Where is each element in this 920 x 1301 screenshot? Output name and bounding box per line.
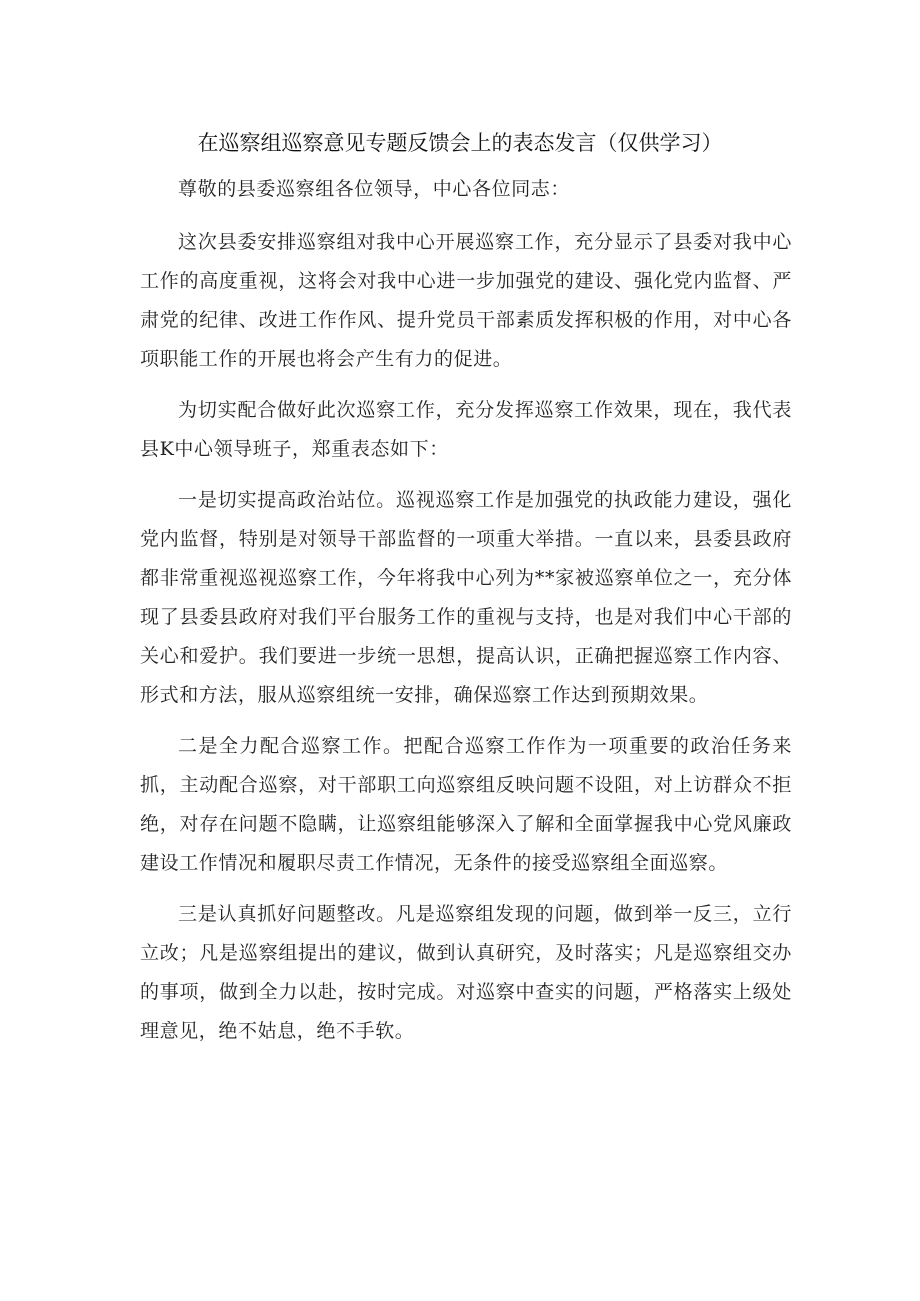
document-body bbox=[140, 170, 792, 1063]
point-one-paragraph: 一是切实提高政治站位。巡视巡察工作是加强党的执政能力建设，强化党内监督，特别是对领导干部监督的一项重大举措。一直以来，县委县政府都非常重视巡视巡察工作，今年将我中心列为**家被巡察单位之一，充分体现了县委县政府对我们平台服务工作的重视与支持，也是对我们中心干部的关心和爱护。我们要进一步统一思想，提高认识，正确把握巡察工作内容、形式和方法，服从巡察组统一安排，确保巡察工作达到预期效果。 bbox=[140, 489, 792, 706]
document-title: 在巡察组巡察意见专题反馈会上的表态发言（仅供学习） bbox=[197, 131, 723, 155]
salutation-paragraph: 尊敬的县委巡察组各位领导，中心各位同志： bbox=[178, 178, 571, 200]
statement-lead-paragraph: 为切实配合做好此次巡察工作，充分发挥巡察工作效果，现在，我代表县K中心领导班子，郑重表态如下： bbox=[140, 399, 792, 460]
point-three-paragraph: 三是认真抓好问题整改。凡是巡察组发现的问题，做到举一反三，立行立改；凡是巡察组提出的建议，做到认真研究，及时落实；凡是巡察组交办的事项，做到全力以赴，按时完成。对巡察中查实的问题，严格落实上级处理意见，绝不姑息，绝不手软。 bbox=[140, 903, 792, 1042]
intro-paragraph: 这次县委安排巡察组对我中心开展巡察工作，充分显示了县委对我中心工作的高度重视，这将会对我中心进一步加强党的建设、强化党内监督、严肃党的纪律、改进工作作风、提升党员干部素质发挥积极的作用，对中心各项职能工作的开展也将会产生有力的促进。 bbox=[140, 231, 792, 370]
point-two-paragraph: 二是全力配合巡察工作。把配合巡察工作作为一项重要的政治任务来抓，主动配合巡察，对干部职工向巡察组反映问题不设阻，对上访群众不拒绝，对存在问题不隐瞒，让巡察组能够深入了解和全面掌握我中心党风廉政建设工作情况和履职尽责工作情况，无条件的接受巡察组全面巡察。 bbox=[140, 735, 792, 874]
